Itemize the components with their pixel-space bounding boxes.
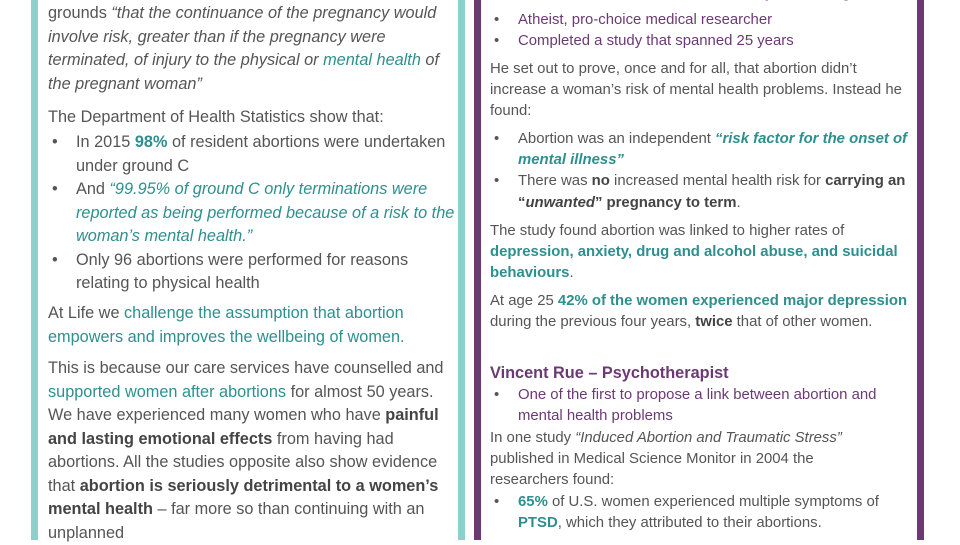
study-text: In one study — [490, 430, 572, 446]
age-text: that of other women. — [736, 314, 873, 331]
finding-text: increased mental health risk for — [614, 173, 821, 190]
finding-italic: unwanted — [525, 194, 595, 211]
linked-text: The study found abortion was linked to higher rates of — [490, 223, 845, 239]
ptsd-value: 65% — [518, 494, 548, 510]
rue-list — [490, 385, 908, 427]
stats-intro: The Department of Health Statistics show that: — [48, 108, 384, 126]
rue-heading: Vincent Rue – Psychotherapist — [490, 364, 729, 382]
age-highlight: 42% of the women experienced major depression — [557, 293, 908, 309]
findings-list — [490, 129, 908, 214]
life-prefix: At Life we — [48, 304, 120, 322]
para-bold: painful and lasting emotional effects — [48, 406, 439, 448]
finding-bold: no — [591, 173, 610, 190]
ptsd-text: , which they attributed to their abortions. — [557, 515, 822, 532]
age-paragraph — [490, 291, 908, 333]
quote-tail: of the pregnant woman” — [48, 51, 440, 93]
para-highlight: supported women after abortions — [48, 382, 287, 401]
age-text: during the previous four years, — [490, 314, 692, 331]
linked-text: . — [569, 265, 574, 282]
bullet-value: 98% — [134, 133, 168, 151]
cut-heading — [740, 0, 870, 2]
finding-text: Abortion was an independent — [518, 131, 711, 147]
right-panel-border-left — [474, 0, 481, 540]
finding-quote: “risk factor for the onset of mental illness” — [518, 131, 907, 169]
list-item — [490, 171, 908, 213]
life-highlight: challenge the assumption that abortion empowers and improves the wellbeing of women. — [48, 304, 405, 346]
study-text: published in Medical Science Monitor in 2004 the researchers found: — [490, 451, 814, 489]
stats-list — [48, 131, 460, 296]
list-item: • Atheist, pro-choice medical researcher — [490, 10, 908, 31]
ground-c-quote — [48, 2, 460, 96]
age-bold: twice — [695, 314, 733, 331]
bullet-text: Only 96 abortions were performed for reasons relating to physical health — [76, 250, 409, 292]
bullet-quote: “99.95% of ground C only terminations were reported as being performed because of a risk to the woman’s mental health.” — [76, 180, 455, 245]
para-text: for almost 50 years. We have experienced many women who have — [48, 382, 434, 424]
age-text: At age 25 — [490, 293, 554, 309]
finding-text: . — [736, 194, 741, 211]
finding-bold: carrying an “ — [518, 173, 906, 211]
finding-bold: ” pregnancy to term — [594, 194, 737, 211]
right-panel-border-right — [917, 0, 924, 540]
list-item — [48, 249, 460, 296]
study-title: “Induced Abortion and Traumatic Stress” — [575, 430, 842, 446]
bullet-text: of resident abortions were undertaken under ground C — [76, 133, 446, 175]
quote-highlight: mental health — [323, 51, 421, 69]
para-text: This is because our care services have counselled and — [48, 359, 444, 377]
finding-text: There was — [518, 173, 588, 190]
list-item — [490, 129, 908, 171]
list-item — [48, 131, 460, 178]
care-services-paragraph — [48, 357, 460, 545]
linked-paragraph — [490, 221, 908, 285]
profile-list — [490, 10, 908, 52]
quote-prefix: grounds — [48, 4, 107, 22]
para-bold: abortion is seriously detrimental to a women’s mental health — [48, 476, 439, 518]
life-statement — [48, 302, 460, 349]
list-item — [490, 492, 908, 534]
ptsd-text: of U.S. women experienced multiple symptoms of — [551, 494, 879, 510]
para-text: – far more so than continuing with an unplanned — [48, 500, 425, 542]
ptsd-list — [490, 492, 908, 534]
quote-text: “that the continuance of the pregnancy would involve risk, greater than if the pregnancy were terminated, of injury to the physical or — [48, 4, 437, 69]
study-intro: He set out to prove, once and for all, that abortion didn’t increase a woman’s risk of mental health problems. Instead he found: — [490, 61, 902, 120]
para-text: from having had abortions. All the studies opposite also show evidence that — [48, 429, 438, 495]
list-item: • One of the first to propose a link between abortion and mental health problems — [490, 385, 908, 427]
list-item: • Completed a study that spanned 25 years — [490, 31, 908, 52]
left-panel-border-left — [31, 0, 38, 540]
bullet-text: In 2015 — [76, 133, 131, 151]
list-item — [48, 178, 460, 249]
ptsd-term: PTSD — [518, 515, 558, 532]
trauma-study-paragraph — [490, 428, 890, 492]
linked-conditions: depression, anxiety, drug and alcohol abuse, and suicidal behaviours — [490, 244, 898, 282]
bullet-text: And — [76, 180, 105, 198]
